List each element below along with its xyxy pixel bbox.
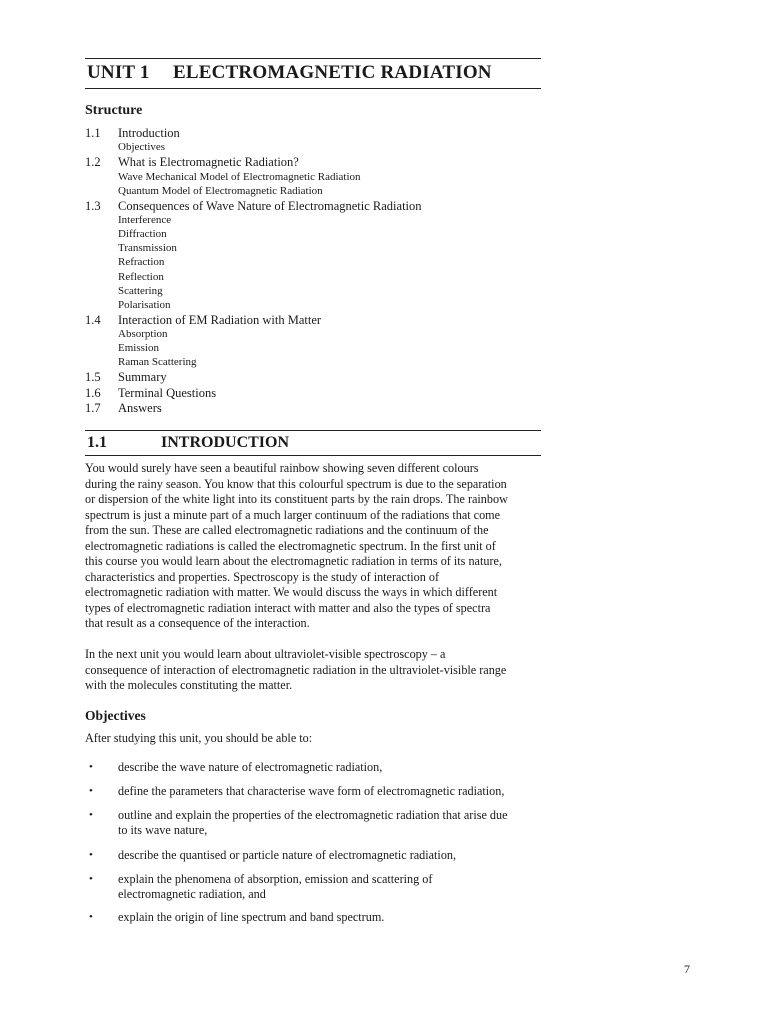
- objective-line: describe the wave nature of electromagnetic radiation,: [118, 760, 383, 774]
- section-number: 1.1: [87, 434, 107, 451]
- unit-title-text: ELECTROMAGNETIC RADIATION: [173, 62, 492, 83]
- toc-item-number: 1.1: [85, 126, 101, 140]
- unit-number: UNIT 1: [87, 62, 150, 83]
- section-title-text: INTRODUCTION: [161, 434, 290, 451]
- toc-section-item: [85, 126, 541, 141]
- toc-item-text: Wave Mechanical Model of Electromagnetic Radiation: [118, 170, 361, 183]
- toc-section-item: [85, 155, 541, 170]
- toc-item-text: Quantum Model of Electromagnetic Radiation: [118, 184, 323, 197]
- bullet-icon: •: [89, 785, 93, 797]
- objective-text: [118, 910, 384, 925]
- toc-item-text: Interaction of EM Radiation with Matter: [118, 312, 322, 327]
- unit-title-rule: [85, 88, 541, 89]
- paragraph-line: consequence of interaction of electromagnetic radiation in the ultraviolet-visible range: [85, 662, 507, 677]
- objective-line: explain the origin of line spectrum and band spectrum.: [118, 910, 385, 924]
- toc-subsection-item: [85, 242, 541, 256]
- toc-item-text: Answers: [118, 401, 162, 415]
- objective-line: outline and explain the properties of the electromagnetic radiation that arise due: [118, 808, 508, 822]
- toc-subsection-item: [85, 256, 541, 270]
- paragraph-line: characteristics and properties. Spectroscopy is the study of interaction of: [85, 569, 440, 584]
- structure-heading: Structure: [85, 103, 143, 118]
- unit-title: [87, 62, 492, 84]
- paragraph-line: during the rainy season. You know that this colourful spectrum is due to the separation: [85, 476, 507, 491]
- toc-subsection-item: [85, 171, 541, 185]
- toc-item-text: Transmission: [118, 242, 177, 255]
- paragraph-line: that result as a consequence of the interaction.: [85, 616, 310, 630]
- toc-item-text: Scattering: [118, 284, 163, 297]
- toc-item-number: 1.7: [85, 401, 101, 415]
- toc-section-item: [85, 199, 541, 214]
- objective-line: electromagnetic radiation, and: [118, 886, 266, 901]
- paragraph-line: or dispersion of the white light into its constituent parts by the rain drops. The rainbow: [85, 492, 508, 506]
- toc-subsection-item: [85, 285, 541, 299]
- toc-item-text: Consequences of Wave Nature of Electromagnetic Radiation: [118, 198, 422, 213]
- toc-subsection-item: [85, 214, 541, 228]
- toc-section-item: [85, 313, 541, 328]
- objective-text: [118, 760, 382, 775]
- table-of-contents: [85, 126, 541, 416]
- toc-section-item: [85, 401, 541, 416]
- paragraph-line: In the next unit you would learn about ultraviolet-visible spectroscopy – a: [85, 647, 446, 661]
- toc-subsection-item: [85, 299, 541, 313]
- toc-item-text: What is Electromagnetic Radiation?: [118, 155, 299, 170]
- toc-subsection-item: [85, 228, 541, 242]
- paragraph-line: electromagnetic radiation with matter. We would discuss the ways in which different: [85, 585, 498, 599]
- objective-line: to its wave nature,: [118, 822, 208, 837]
- toc-item-text: Raman Scattering: [118, 356, 197, 369]
- toc-item-number: 1.5: [85, 370, 101, 385]
- toc-subsection-item: [85, 356, 541, 370]
- bullet-icon: •: [89, 873, 93, 885]
- intro-paragraph-1: [85, 461, 545, 632]
- toc-item-text: Interference: [118, 214, 172, 227]
- toc-item-text: Polarisation: [118, 298, 171, 311]
- objective-text: [118, 848, 456, 863]
- bullet-icon: •: [89, 911, 93, 923]
- section-bottom-rule: [85, 455, 541, 456]
- toc-item-number: 1.4: [85, 312, 101, 327]
- intro-paragraph-2: [85, 647, 545, 694]
- top-rule: [85, 58, 541, 59]
- toc-item-number: 1.3: [85, 198, 101, 213]
- toc-item-text: Reflection: [118, 270, 164, 283]
- toc-item-text: Objectives: [118, 141, 166, 154]
- bullet-icon: •: [89, 849, 93, 861]
- toc-section-item: [85, 370, 541, 385]
- toc-subsection-item: [85, 271, 541, 285]
- toc-item-text: Summary: [118, 370, 167, 385]
- toc-item-text: Absorption: [118, 328, 168, 341]
- toc-section-item: [85, 386, 541, 401]
- objectives-intro: After studying this unit, you should be able to:: [85, 731, 313, 745]
- objectives-heading: Objectives: [85, 708, 146, 723]
- paragraph-line: from the sun. These are called electromagnetic radiations and the continuum of the: [85, 523, 489, 537]
- page-number: 7: [684, 962, 690, 976]
- paragraph-line: spectrum is just a minute part of a much larger continuum of the radiations that come: [85, 507, 501, 522]
- objective-text: [118, 808, 508, 837]
- bullet-icon: •: [89, 809, 93, 821]
- paragraph-line: this course you would learn about the electromagnetic radiation in terms of its nature,: [85, 554, 502, 568]
- objective-text: [118, 872, 432, 901]
- paragraph-line: with the molecules constituting the matter.: [85, 678, 293, 692]
- paragraph-line: types of electromagnetic radiation interact with matter and also the types of spectra: [85, 600, 491, 615]
- toc-item-text: Emission: [118, 342, 159, 355]
- objective-line: describe the quantised or particle nature of electromagnetic radiation,: [118, 848, 457, 862]
- toc-subsection-item: [85, 141, 541, 155]
- toc-subsection-item: [85, 328, 541, 342]
- toc-subsection-item: [85, 185, 541, 199]
- toc-item-text: Diffraction: [118, 228, 167, 241]
- toc-item-number: 1.2: [85, 155, 101, 170]
- objective-line: define the parameters that characterise wave form of electromagnetic radiation,: [118, 784, 505, 798]
- toc-item-number: 1.6: [85, 385, 101, 400]
- paragraph-line: electromagnetic radiations is called the electromagnetic spectrum. In the first unit of: [85, 538, 496, 553]
- section-top-rule: [85, 430, 541, 431]
- section-title: [87, 434, 289, 452]
- objective-line: explain the phenomena of absorption, emission and scattering of: [118, 872, 433, 886]
- objective-text: [118, 784, 504, 799]
- bullet-icon: •: [89, 761, 93, 773]
- toc-item-text: Terminal Questions: [118, 385, 217, 400]
- paragraph-line: You would surely have seen a beautiful rainbow showing seven different colours: [85, 461, 479, 475]
- toc-subsection-item: [85, 342, 541, 356]
- toc-item-text: Introduction: [118, 126, 180, 140]
- toc-item-text: Refraction: [118, 256, 165, 269]
